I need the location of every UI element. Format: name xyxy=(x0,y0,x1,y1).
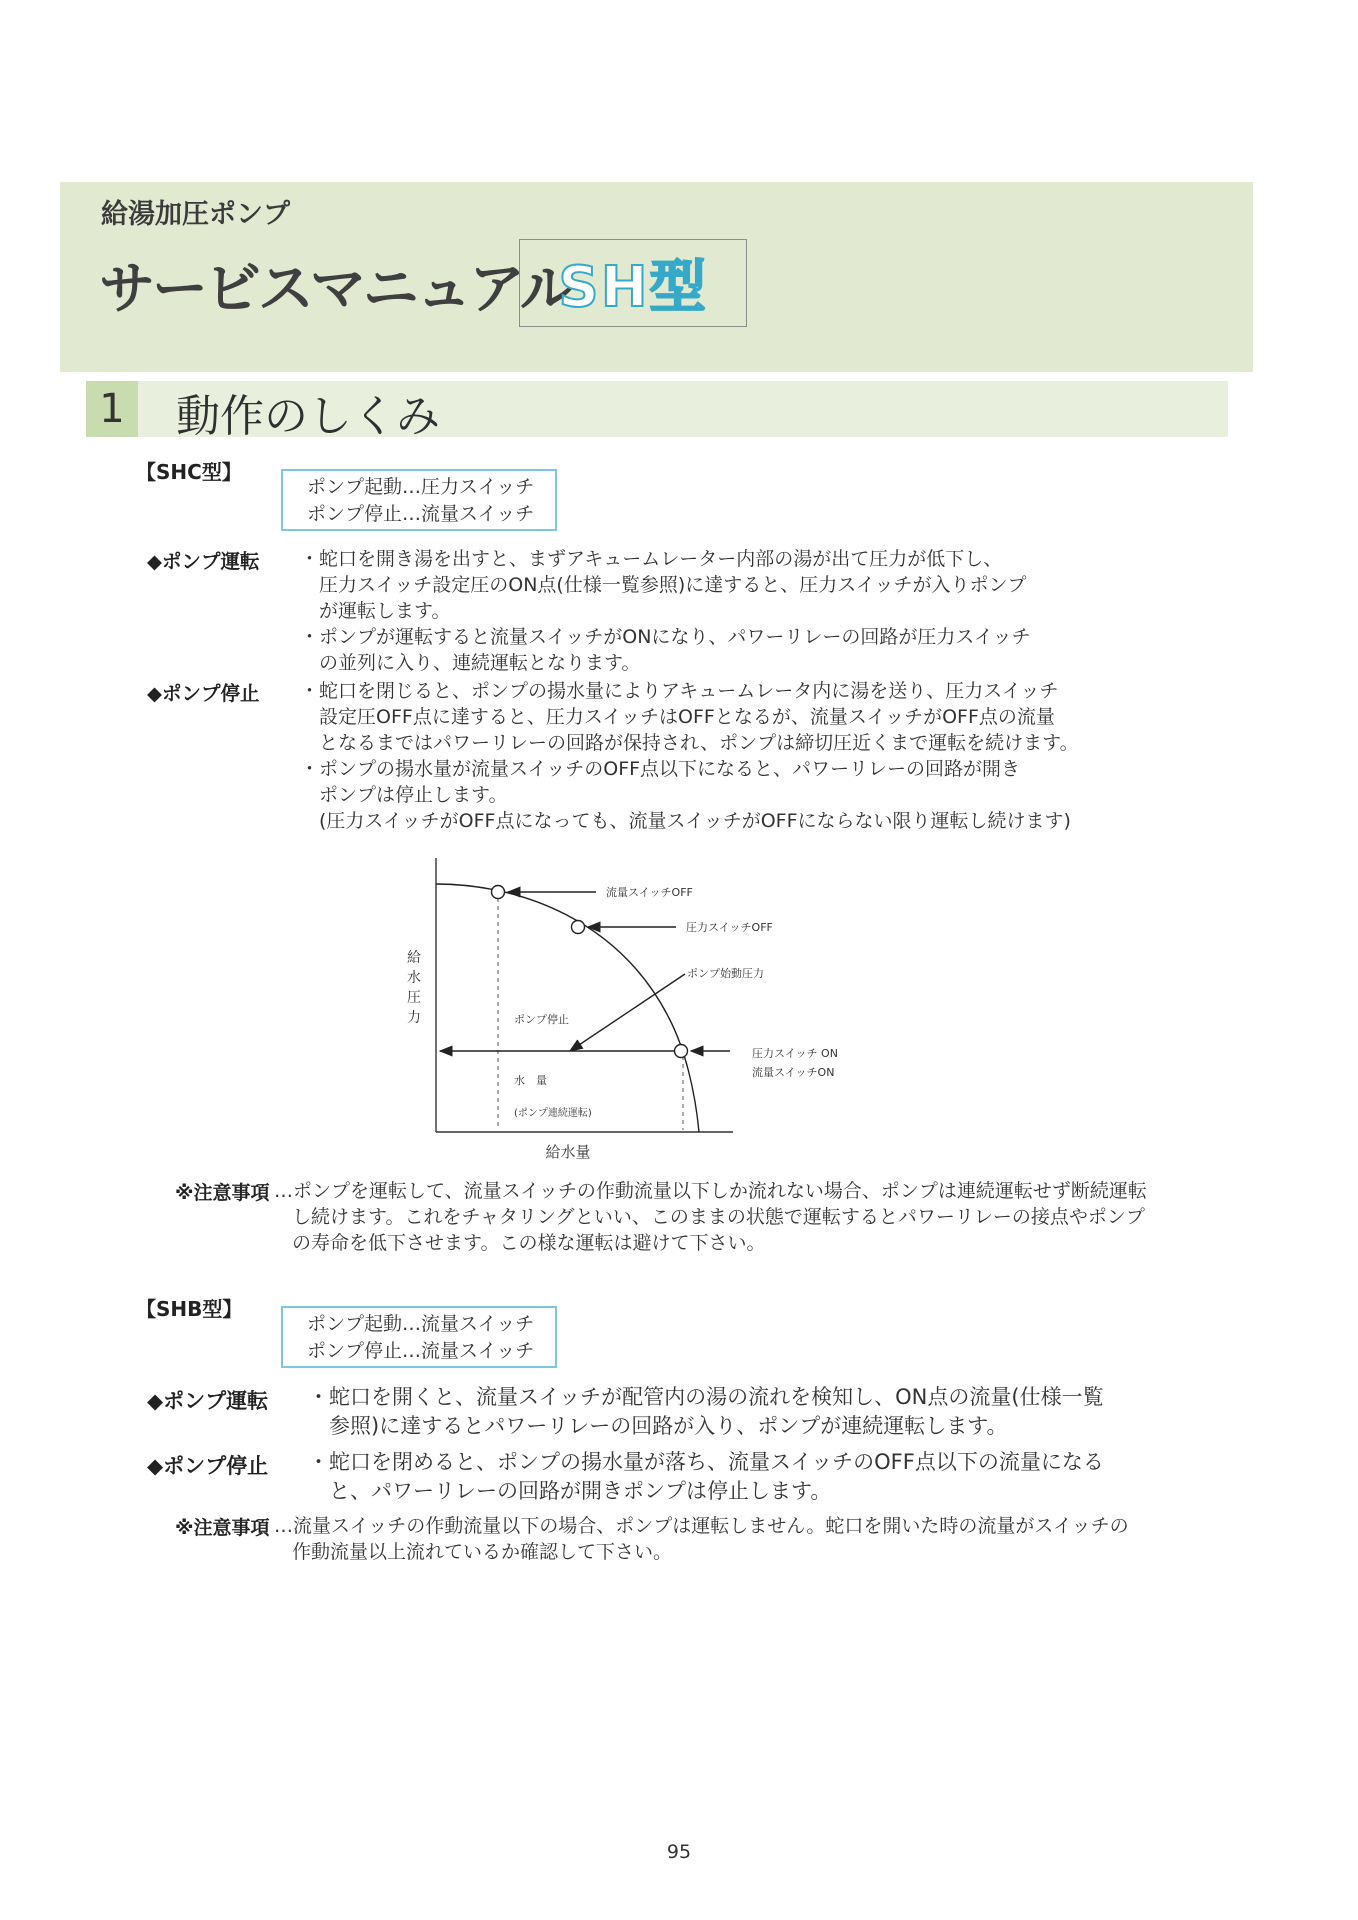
label-pump-stop: ポンプ停止 xyxy=(514,1013,569,1026)
page-number: 95 xyxy=(666,1841,692,1863)
shb-note-text xyxy=(274,1513,1129,1565)
section-title: 動作のしくみ xyxy=(176,391,440,442)
shc-note-line: し続けます。これをチャタリングといい、このままの状態で運転するとパワーリレーの接点やポンプ xyxy=(292,1206,1145,1228)
shc-stop-line: ポンプは停止します。 xyxy=(300,784,508,806)
label-pump-start-pressure: ポンプ始動圧力 xyxy=(687,967,764,980)
shb-box-line-2: ポンプ停止…流量スイッチ xyxy=(307,1340,535,1362)
shb-switch-box xyxy=(281,1306,557,1368)
manual-title: サービスマニュアル xyxy=(99,257,573,322)
manual-subtitle: 給湯加圧ポンプ xyxy=(101,199,290,230)
section-number: 1 xyxy=(99,386,125,432)
pressure-switch-on-point xyxy=(675,1045,688,1058)
y-axis-label-char: 給 xyxy=(407,950,421,966)
pressure-switch-off-point xyxy=(572,921,585,934)
shc-run-line: の並列に入り、連続運転となります。 xyxy=(300,652,641,674)
shb-box-line-1: ポンプ起動…流量スイッチ xyxy=(307,1313,535,1335)
label-flow-switch-on: 流量スイッチON xyxy=(752,1066,835,1079)
pump-curve xyxy=(436,884,699,1132)
shc-note-label: ※注意事項 xyxy=(175,1182,270,1204)
shb-stop-label: ◆ポンプ停止 xyxy=(147,1454,269,1478)
shc-run-text xyxy=(300,546,1031,676)
pump-operation-diagram xyxy=(400,850,880,1170)
shc-stop-line: ・ポンプの揚水量が流量スイッチのOFF点以下になると、パワーリレーの回路が開き xyxy=(300,758,1021,780)
shc-stop-line: ・蛇口を閉じると、ポンプの揚水量によりアキュームレータ内に湯を送り、圧力スイッチ xyxy=(300,680,1059,702)
y-axis-label-char: 水 xyxy=(407,970,421,986)
shc-stop-label: ◆ポンプ停止 xyxy=(147,682,260,705)
shc-box-line-1: ポンプ起動…圧力スイッチ xyxy=(307,476,535,498)
label-continuous-operation: (ポンプ連続運転) xyxy=(514,1108,592,1119)
shb-note-line: 作動流量以上流れているか確認して下さい。 xyxy=(292,1541,673,1563)
shb-stop-line: ・蛇口を閉めると、ポンプの揚水量が落ち、流量スイッチのOFF点以下の流量になる xyxy=(308,1450,1104,1474)
shc-note-line: の寿命を低下させます。この様な運転は避けて下さい。 xyxy=(292,1232,766,1254)
shc-stop-line: 設定圧OFF点に達すると、圧力スイッチはOFFとなるが、流量スイッチがOFF点の流量 xyxy=(300,706,1055,728)
shc-note-line: …ポンプを運転して、流量スイッチの作動流量以下しか流れない場合、ポンプは連続運転せず断続運転 xyxy=(274,1180,1147,1202)
model-label: SH型 xyxy=(558,255,708,320)
shb-run-text xyxy=(308,1383,1104,1441)
start-pressure-arrow xyxy=(570,974,685,1051)
shb-heading: 【SHB型】 xyxy=(136,1297,243,1321)
shc-stop-text xyxy=(300,678,1079,834)
shb-run-label: ◆ポンプ運転 xyxy=(147,1389,269,1413)
shb-note-label: ※注意事項 xyxy=(175,1517,270,1539)
shb-stop-line: と、パワーリレーの回路が開きポンプは停止します。 xyxy=(308,1479,832,1503)
model-badge xyxy=(519,239,747,327)
shb-stop-text xyxy=(308,1448,1104,1506)
shb-run-line: ・蛇口を開くと、流量スイッチが配管内の湯の流れを検知し、ON点の流量(仕様一覧 xyxy=(308,1385,1104,1409)
label-pressure-switch-on: 圧力スイッチ ON xyxy=(752,1047,838,1060)
shc-note-text xyxy=(274,1178,1147,1256)
shb-note-line: …流量スイッチの作動流量以下の場合、ポンプは運転しません。蛇口を開いた時の流量がスイッチの xyxy=(274,1515,1129,1537)
y-axis-label-char: 圧 xyxy=(407,990,421,1006)
shc-stop-line: となるまではパワーリレーの回路が保持され、ポンプは締切圧近くまで運転を続けます。 xyxy=(300,732,1079,754)
x-axis-label: 給水量 xyxy=(545,1143,591,1161)
shc-switch-box xyxy=(281,469,557,531)
shc-run-line: が運転します。 xyxy=(300,600,451,622)
shc-stop-line: (圧力スイッチがOFF点になっても、流量スイッチがOFFにならない限り運転し続けます) xyxy=(300,810,1071,832)
shc-run-line: ・ポンプが運転すると流量スイッチがONになり、パワーリレーの回路が圧力スイッチ xyxy=(300,626,1031,648)
shc-box-line-2: ポンプ停止…流量スイッチ xyxy=(307,503,535,525)
label-pressure-switch-off: 圧力スイッチOFF xyxy=(686,921,773,934)
flow-switch-off-point xyxy=(492,886,505,899)
label-flow-switch-off: 流量スイッチOFF xyxy=(606,886,693,899)
label-water-volume: 水 量 xyxy=(514,1074,547,1087)
shb-run-line: 参照)に達するとパワーリレーの回路が入り、ポンプが連続運転します。 xyxy=(308,1414,1008,1438)
shc-run-line: 圧力スイッチ設定圧のON点(仕様一覧参照)に達すると、圧力スイッチが入りポンプ xyxy=(300,574,1027,596)
shc-run-line: ・蛇口を開き湯を出すと、まずアキュームレーター内部の湯が出て圧力が低下し、 xyxy=(300,548,1003,570)
shc-heading: 【SHC型】 xyxy=(136,460,242,484)
y-axis-label-char: 力 xyxy=(407,1010,421,1026)
shc-run-label: ◆ポンプ運転 xyxy=(147,550,260,573)
